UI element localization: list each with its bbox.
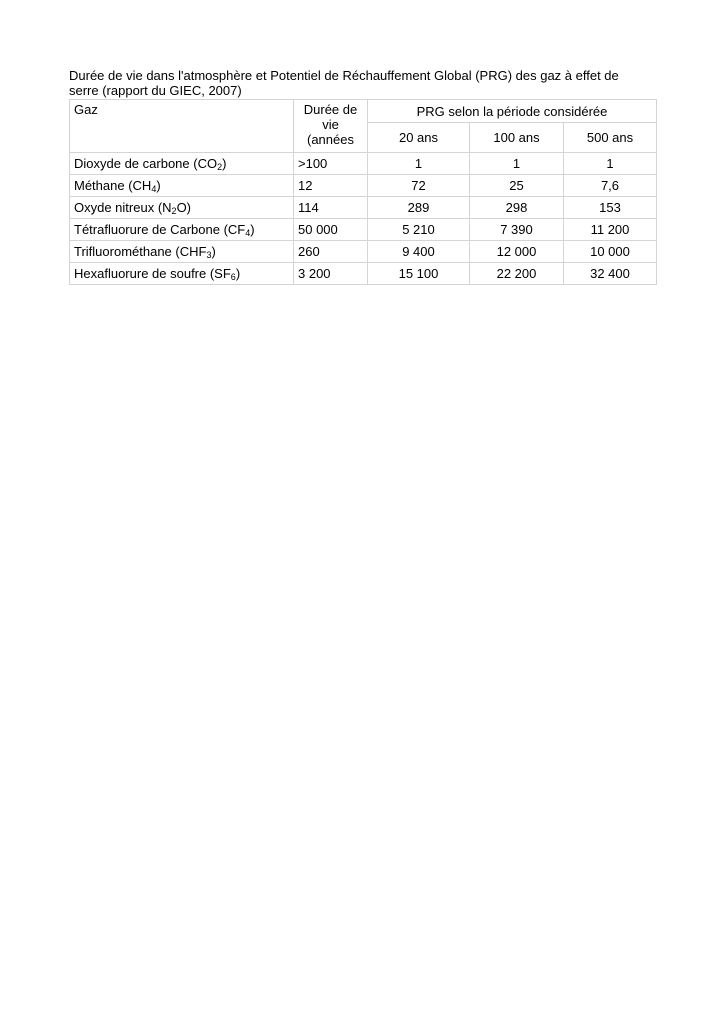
prg-500-cell: 7,6 [564, 175, 657, 197]
prg-20-cell: 289 [368, 197, 470, 219]
header-period-20: 20 ans [368, 123, 470, 153]
caption-line-1: Durée de vie dans l'atmosphère et Potentiel de Réchauffement Global (PRG) des gaz à effet de [69, 68, 619, 83]
prg-20-cell: 72 [368, 175, 470, 197]
gas-name: Tétrafluorure de Carbone $(CF_4)$ [70, 219, 294, 241]
prg-20-cell: 5 210 [368, 219, 470, 241]
lifetime-cell: 114 [294, 197, 368, 219]
lifetime-cell: 12 [294, 175, 368, 197]
gas-name: Oxyde nitreux $(N_2O)$ [70, 197, 294, 219]
lifetime-cell: 50 000 [294, 219, 368, 241]
gas-name: Hexafluorure de soufre $(SF_6)$ [70, 263, 294, 285]
header-period-500: 500 ans [564, 123, 657, 153]
table-row [70, 241, 657, 263]
prg-100-cell: 25 [470, 175, 564, 197]
prg-500-cell: 1 [564, 153, 657, 175]
gas-name: Dioxyde de carbone $(CO_2)$ [70, 153, 294, 175]
prg-500-cell: 153 [564, 197, 657, 219]
header-period-100: 100 ans [470, 123, 564, 153]
header-gaz: Gaz [70, 100, 294, 153]
table-row [70, 153, 657, 175]
prg-100-cell: 12 000 [470, 241, 564, 263]
prg-500-cell: 10 000 [564, 241, 657, 263]
lifetime-cell: 260 [294, 241, 368, 263]
document-page [69, 68, 656, 285]
table-caption [69, 68, 656, 98]
header-duree-line-1: Durée de [303, 102, 358, 117]
prg-20-cell: 9 400 [368, 241, 470, 263]
lifetime-cell: 3 200 [294, 263, 368, 285]
table-row [70, 175, 657, 197]
prg-20-cell: 15 100 [368, 263, 470, 285]
header-duree [294, 100, 368, 153]
prg-20-cell: 1 [368, 153, 470, 175]
prg-500-cell: 32 400 [564, 263, 657, 285]
prg-500-cell: 11 200 [564, 219, 657, 241]
caption-line-2: serre (rapport du GIEC, 2007) [69, 83, 242, 98]
table-row [70, 197, 657, 219]
lifetime-cell: >100 [294, 153, 368, 175]
header-prg: PRG selon la période considérée [368, 100, 657, 123]
gas-name: Trifluorométhane $(CHF_3)$ [70, 241, 294, 263]
table-row [70, 219, 657, 241]
prg-100-cell: 7 390 [470, 219, 564, 241]
prg-100-cell: 1 [470, 153, 564, 175]
table-row [70, 263, 657, 285]
prg-100-cell: 298 [470, 197, 564, 219]
header-duree-line-2: vie [322, 117, 339, 132]
ghg-table [69, 99, 657, 285]
header-duree-line-3: (années [307, 132, 354, 147]
prg-100-cell: 22 200 [470, 263, 564, 285]
gas-name: Méthane $(CH_4)$ [70, 175, 294, 197]
